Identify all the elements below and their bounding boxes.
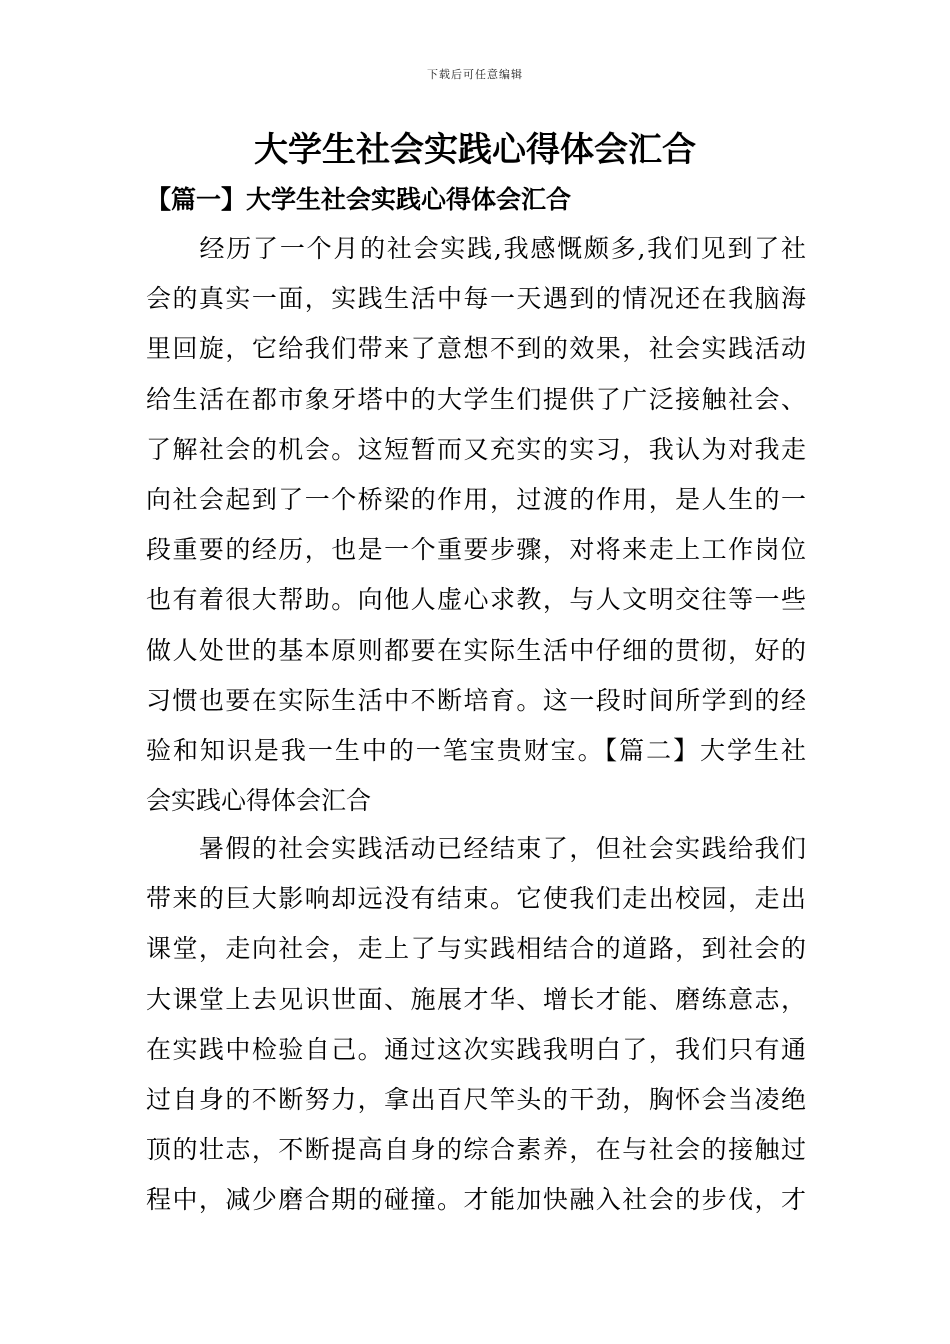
paragraph-line: 段重要的经历，也是一个重要步骤，对将来走上工作岗位 [146,535,806,565]
section-heading: 【篇一】大学生社会实践心得体会汇合 [146,185,572,214]
paragraph-line: 经历了一个月的社会实践,我感慨颇多,我们见到了社 [146,234,806,263]
paragraph-line: 验和知识是我一生中的一笔宝贵财宝。【篇二】大学生社 [146,735,806,765]
paragraph-line: 做人处世的基本原则都要在实际生活中仔细的贯彻，好的 [146,635,806,665]
paragraph-line: 课堂，走向社会，走上了与实践相结合的道路，到社会的 [146,934,806,964]
paragraph-line: 会实践心得体会汇合 [146,786,372,816]
paragraph-line: 也有着很大帮助。向他人虚心求教，与人文明交往等一些 [146,585,806,615]
paragraph-line: 向社会起到了一个桥梁的作用，过渡的作用，是人生的一 [146,484,806,514]
document-title: 大学生社会实践心得体会汇合 [254,130,696,170]
paragraph-line: 顶的壮志，不断提高自身的综合素养，在与社会的接触过 [146,1135,806,1165]
paragraph-line: 习惯也要在实际生活中不断培育。这一段时间所学到的经 [146,685,806,715]
paragraph-line: 带来的巨大影响却远没有结束。它使我们走出校园，走出 [146,884,806,914]
header-note: 下载后可任意编辑 [427,68,523,81]
paragraph-line: 暑假的社会实践活动已经结束了，但社会实践给我们 [146,834,806,863]
paragraph-line: 会的真实一面，实践生活中每一天遇到的情况还在我脑海 [146,284,806,314]
paragraph-2 [146,824,806,1226]
paragraph-line: 在实践中检验自己。通过这次实践我明白了，我们只有通 [146,1034,806,1064]
paragraph-line: 里回旋，它给我们带来了意想不到的效果，社会实践活动 [146,334,806,364]
paragraph-1 [146,224,806,826]
paragraph-line: 给生活在都市象牙塔中的大学生们提供了广泛接触社会、 [146,384,806,414]
paragraph-line: 程中，减少磨合期的碰撞。才能加快融入社会的步伐，才 [146,1185,806,1215]
paragraph-line: 了解社会的机会。这短暂而又充实的实习，我认为对我走 [146,434,806,464]
paragraph-line: 过自身的不断努力，拿出百尺竿头的干劲，胸怀会当凌绝 [146,1084,806,1114]
paragraph-line: 大课堂上去见识世面、施展才华、增长才能、磨练意志， [146,984,806,1014]
